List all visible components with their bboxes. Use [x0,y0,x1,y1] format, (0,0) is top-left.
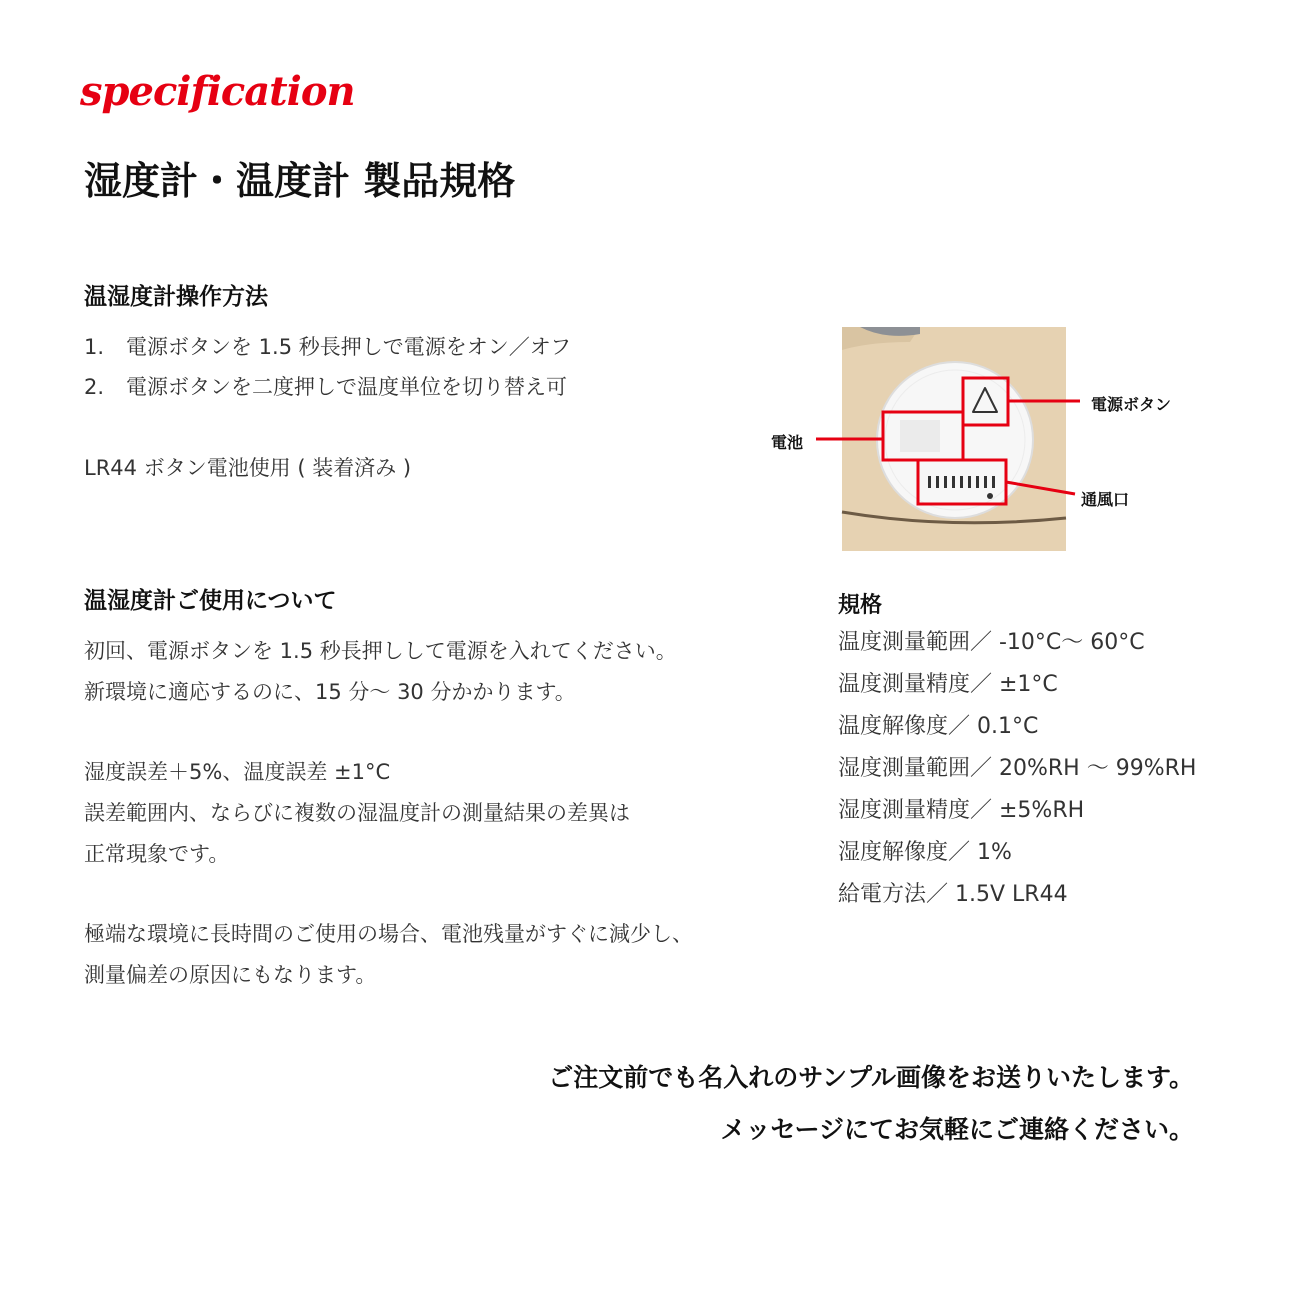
device-diagram-svg [760,320,1180,560]
operation-heading: 温湿度計操作方法 [84,284,268,310]
usage-line: 誤差範囲内、ならびに複数の湿温度計の測量結果の差異は [84,801,630,825]
spec-item: 温度測量範囲／ -10°C～ 60°C [838,630,1145,655]
battery-note: LR44 ボタン電池使用 ( 装着済み ) [84,456,412,480]
vent-label: 通風口 [1081,490,1130,509]
vent-slots [928,476,995,488]
specs-list [838,628,1196,910]
usage-paragraph [84,757,630,869]
cta-line-2: メッセージにてお気軽にご連絡ください。 [720,1115,1194,1144]
battery-cover [900,420,940,452]
usage-line: 正常現象です。 [84,842,230,866]
operation-steps [84,332,571,402]
specification-logo: specification [80,68,355,115]
spec-item: 湿度測量精度／ ±5%RH [838,798,1085,823]
step-item [84,372,571,402]
usage-line: 新環境に適応するのに、15 分～ 30 分かかります。 [84,680,576,704]
step-text: 電源ボタンを 1.5 秒長押しで電源をオン／オフ [126,335,572,359]
step-item [84,332,571,362]
usage-line: 初回、電源ボタンを 1.5 秒長押しして電源を入れてください。 [84,639,677,663]
power-button-label: 電源ボタン [1091,395,1172,414]
usage-heading: 温湿度計ご使用について [84,588,337,614]
spec-item: 湿度測量範囲／ 20%RH ～ 99%RH [838,756,1197,781]
device-diagram [760,320,1180,560]
usage-paragraph [84,636,677,707]
spec-item: 給電方法／ 1.5V LR44 [838,882,1068,907]
battery-label: 電池 [771,433,804,452]
spec-item: 温度解像度／ 0.1°C [838,714,1039,739]
usage-line: 極端な環境に長時間のご使用の場合、電池残量がすぐに減少し、 [84,922,693,946]
usage-paragraph [84,919,693,990]
specs-heading: 規格 [838,593,883,618]
page-title: 湿度計・温度計 製品規格 [84,159,516,203]
step-number: 1. [84,335,105,359]
usage-line: 湿度誤差＋5%、温度誤差 ±1°C [84,760,391,784]
usage-line: 測量偏差の原因にもなります。 [84,963,377,987]
cta-line-1: ご注文前でも名入れのサンプル画像をお送りいたします。 [548,1063,1194,1092]
step-text: 電源ボタンを二度押しで温度単位を切り替え可 [126,375,567,399]
spec-item: 湿度解像度／ 1% [838,840,1012,865]
step-number: 2. [84,375,105,399]
spec-item: 温度測量精度／ ±1°C [838,672,1058,697]
